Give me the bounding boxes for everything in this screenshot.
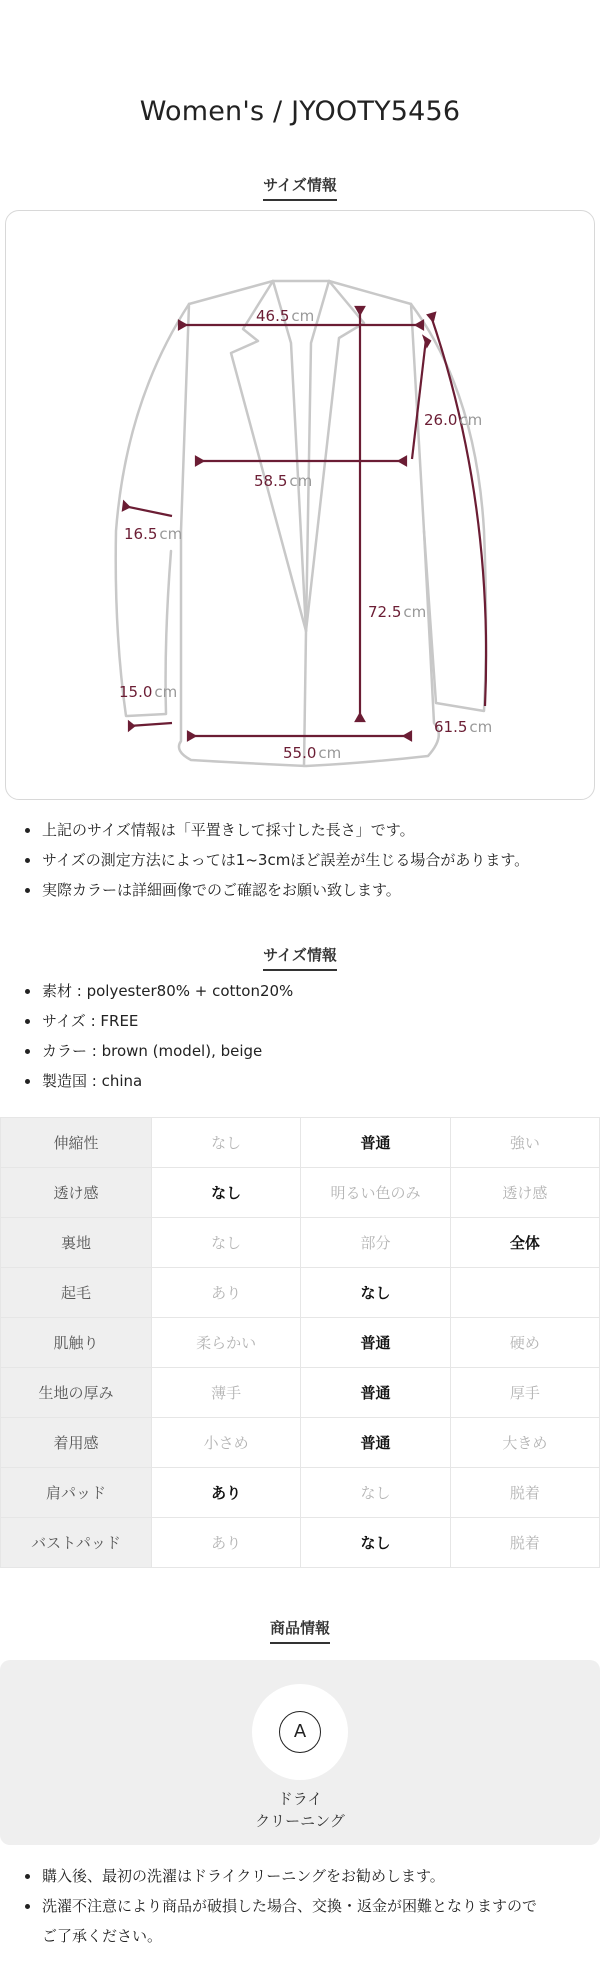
attribute-option <box>450 1268 599 1318</box>
page-title: Women's / JYOOTY5456 <box>139 96 461 127</box>
attribute-option: なし <box>301 1268 450 1318</box>
list-item: 上記のサイズ情報は「平置きして採寸した長さ」です。 <box>22 815 582 845</box>
attribute-label: 透け感 <box>1 1168 152 1218</box>
attribute-option: 全体 <box>450 1218 599 1268</box>
attribute-label: 生地の厚み <box>1 1368 152 1418</box>
list-item: 洗濯不注意により商品が破損した場合、交換・返金が困難となりますので ご了承ください。 <box>22 1891 582 1951</box>
attribute-label: バストパッド <box>1 1518 152 1568</box>
attribute-option: 普通 <box>301 1118 450 1168</box>
table-row <box>1 1268 600 1318</box>
attribute-option: 透け感 <box>450 1168 599 1218</box>
attribute-label: 裏地 <box>1 1218 152 1268</box>
attribute-option: あり <box>152 1468 301 1518</box>
table-row <box>1 1368 600 1418</box>
shoulder-measure: 46.5 cm <box>256 307 315 325</box>
table-row <box>1 1418 600 1468</box>
attribute-option: なし <box>152 1218 301 1268</box>
attribute-option: 硬め <box>450 1318 599 1368</box>
dry-clean-icon: A <box>279 1711 321 1753</box>
list-item: カラー : brown (model), beige <box>22 1036 582 1066</box>
table-row <box>1 1118 600 1168</box>
attribute-label: 着用感 <box>1 1418 152 1468</box>
list-item: 実際カラーは詳細画像でのご確認をお願い致します。 <box>22 875 582 905</box>
care-box <box>0 1660 600 1845</box>
attribute-option: 普通 <box>301 1368 450 1418</box>
attribute-option: 小さめ <box>152 1418 301 1468</box>
attribute-option: なし <box>301 1518 450 1568</box>
spec-list <box>22 976 582 1096</box>
size-notes-list <box>22 815 582 905</box>
list-item: 購入後、最初の洗濯はドライクリーニングをお勧めします。 <box>22 1861 582 1891</box>
table-row <box>1 1518 600 1568</box>
sleeve-length-measure: 61.5 cm <box>434 718 493 736</box>
attribute-label: 起毛 <box>1 1268 152 1318</box>
table-row <box>1 1218 600 1268</box>
fabric-attribute-table <box>0 1117 600 1568</box>
attribute-option: 脱着 <box>450 1468 599 1518</box>
list-item: サイズ : FREE <box>22 1006 582 1036</box>
jacket-outline <box>6 211 596 801</box>
spec-heading: サイズ情報 <box>0 944 600 971</box>
attribute-option: 柔らかい <box>152 1318 301 1368</box>
table-row <box>1 1318 600 1368</box>
care-label: ドライ クリーニング <box>255 1790 345 1830</box>
sleeve-upper-measure: 26.0 cm <box>424 411 483 429</box>
care-notes-list <box>22 1861 582 1951</box>
list-item: 素材 : polyester80% + cotton20% <box>22 976 582 1006</box>
list-item: サイズの測定方法によっては1~3cmほど誤差が生じる場合があります。 <box>22 845 582 875</box>
attribute-option: 脱着 <box>450 1518 599 1568</box>
attribute-label: 肩パッド <box>1 1468 152 1518</box>
bicep-measure: 16.5 cm <box>124 525 183 543</box>
cuff-measure: 15.0 cm <box>119 683 178 701</box>
attribute-option: あり <box>152 1268 301 1318</box>
attribute-option: 強い <box>450 1118 599 1168</box>
attribute-option: あり <box>152 1518 301 1568</box>
attribute-option: 大きめ <box>450 1418 599 1468</box>
product-info-heading: 商品情報 <box>0 1617 600 1644</box>
attribute-option: 普通 <box>301 1318 450 1368</box>
attribute-option: なし <box>152 1168 301 1218</box>
attribute-option: 部分 <box>301 1218 450 1268</box>
length-measure: 72.5 cm <box>368 603 427 621</box>
attribute-label: 肌触り <box>1 1318 152 1368</box>
attribute-option: なし <box>152 1118 301 1168</box>
hem-measure: 55.0 cm <box>283 744 342 762</box>
chest-measure: 58.5 cm <box>254 472 313 490</box>
attribute-option: 厚手 <box>450 1368 599 1418</box>
attribute-option: 薄手 <box>152 1368 301 1418</box>
care-symbol-badge <box>252 1684 348 1780</box>
attribute-label: 伸縮性 <box>1 1118 152 1168</box>
attribute-option: 明るい色のみ <box>301 1168 450 1218</box>
attribute-option: 普通 <box>301 1418 450 1468</box>
list-item: 製造国 : china <box>22 1066 582 1096</box>
table-row <box>1 1468 600 1518</box>
size-diagram <box>5 210 595 800</box>
size-info-heading: サイズ情報 <box>0 174 600 201</box>
attribute-option: なし <box>301 1468 450 1518</box>
table-row <box>1 1168 600 1218</box>
